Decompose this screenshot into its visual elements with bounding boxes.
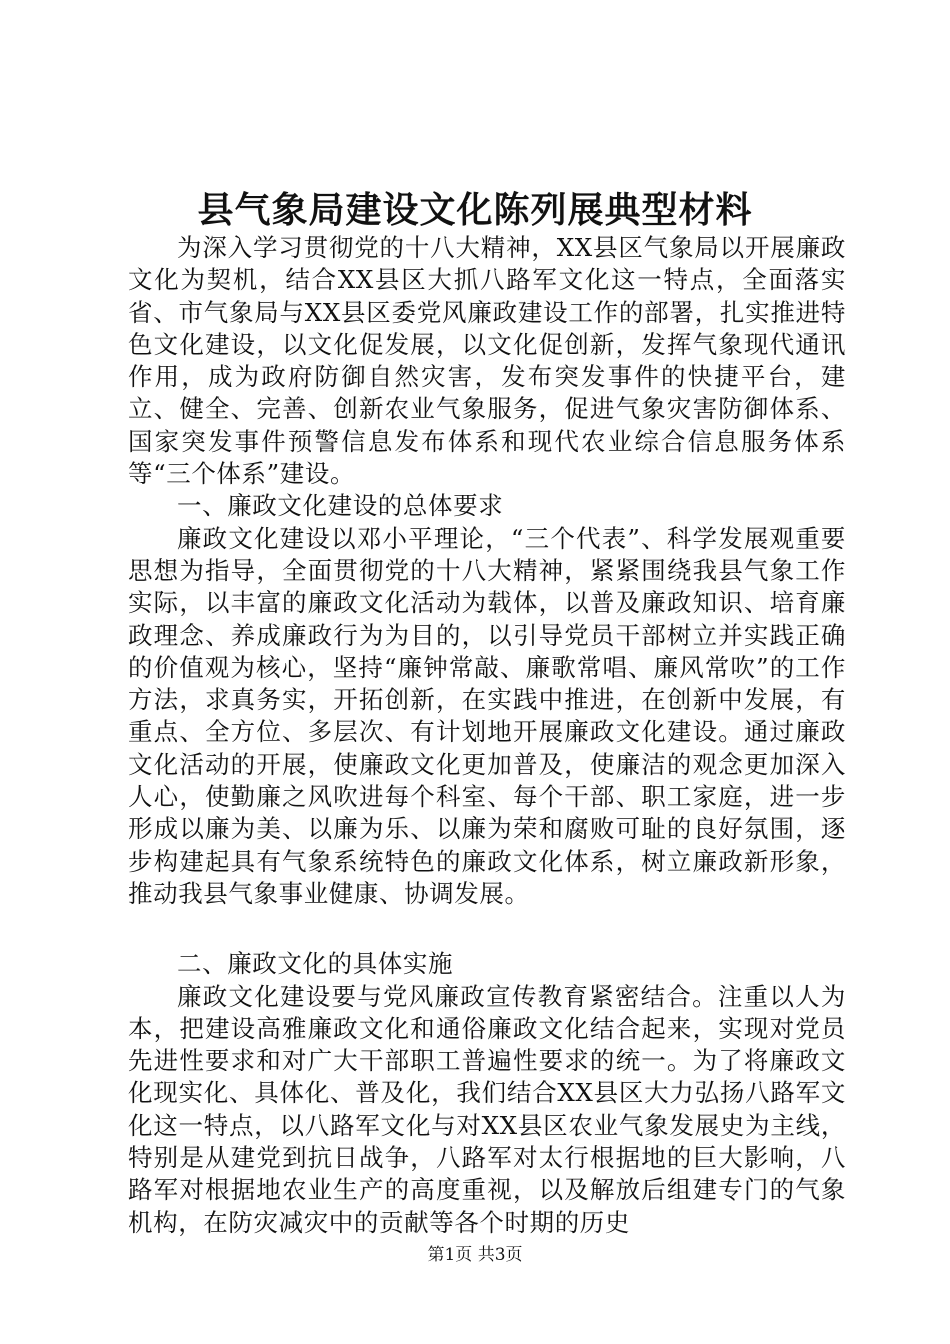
paragraph-intro: 为深入学习贯彻党的十八大精神，XX县区气象局以开展廉政文化为契机，结合XX县区大抓八路军文化这一特点，全面落实省、市气象局与XX县区委党风廉政建设工作的部署，扎实推进特色文化建设，以文化促发展，以文化促创新，发挥气象现代通讯作用，成为政府防御自然灾害，发布突发事件的快捷平台，建立、健全、完善、创新农业气象服务，促进气象灾害防御体系、国家突发事件预警信息发布体系和现代农业综合信息服务体系等“三个体系”建设。 [128,233,846,489]
document-body [128,232,846,1239]
section-heading-2: 二、廉政文化的具体实施 [177,949,454,979]
paragraph-implementation: 廉政文化建设要与党风廉政宣传教育紧密结合。注重以人为本，把建设高雅廉政文化和通俗廉政文化结合起来，实现对党员先进性要求和对广大干部职工普遍性要求的统一。为了将廉政文化现实化、具体化、普及化，我们结合XX县区大力弘扬八路军文化这一特点，以八路军文化与对XX县区农业气象发展史为主线，特别是从建党到抗日战争，八路军对太行根据地的巨大影响，八路军对根据地农业生产的高度重视，以及解放后组建专门的气象机构，在防灾减灾中的贡献等各个时期的历史 [128,981,846,1237]
page-number-footer: 第1页 共3页 [427,1245,523,1265]
section-heading-1: 一、廉政文化建设的总体要求 [177,491,504,521]
document-title: 县气象局建设文化陈列展典型材料 [197,189,753,231]
paragraph-requirements: 廉政文化建设以邓小平理论，“三个代表”、科学发展观重要思想为指导，全面贯彻党的十八大精神，紧紧围绕我县气象工作实际，以丰富的廉政文化活动为载体，以普及廉政知识、培育廉政理念、养成廉政行为为目的，以引导党员干部树立并实践正确的价值观为核心，坚持“廉钟常敲、廉歌常唱、廉风常吹”的工作方法，求真务实，开拓创新，在实践中推进，在创新中发展，有重点、全方位、多层次、有计划地开展廉政文化建设。通过廉政文化活动的开展，使廉政文化更加普及，使廉洁的观念更加深入人心，使勤廉之风吹进每个科室、每个干部、职工家庭，进一步形成以廉为美、以廉为乐、以廉为荣和腐败可耻的良好氛围，逐步构建起具有气象系统特色的廉政文化体系，树立廉政新形象，推动我县气象事业健康、协调发展。 [128,523,846,908]
